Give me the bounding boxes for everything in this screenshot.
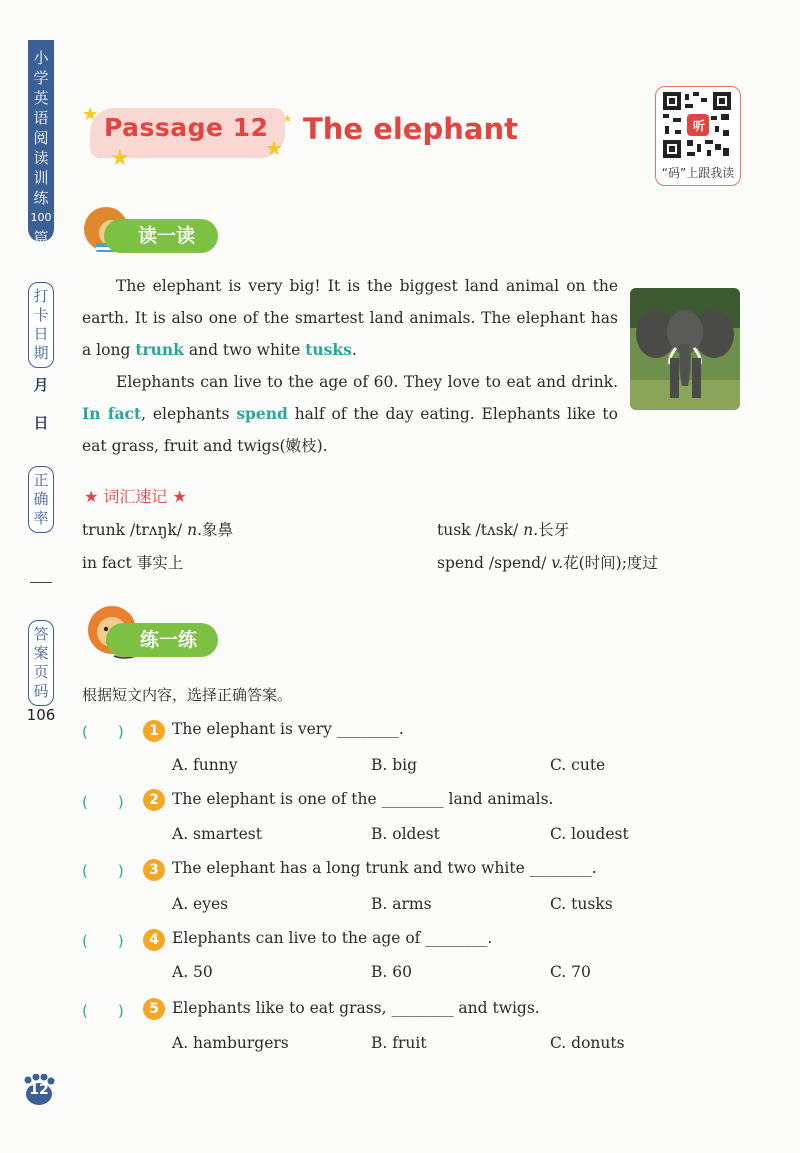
vocab-item: tusk /tʌsk/ n.长牙 <box>437 521 570 539</box>
option-c[interactable]: C. cute <box>550 756 606 774</box>
question-text: The elephant is very ________. <box>172 720 404 738</box>
passage-title: The elephant <box>303 112 518 146</box>
option-a[interactable]: A. funny <box>172 756 238 774</box>
star-icon: ★ <box>265 136 283 160</box>
question-text: The elephant is one of the ________ land animals. <box>172 790 554 808</box>
star-icon: ★ <box>110 146 130 171</box>
keyword-spend: spend <box>236 404 288 423</box>
section-read-header: 读一读 <box>104 219 218 253</box>
vocab-item: spend /spend/ v.花(时间);度过 <box>437 554 658 572</box>
question-text: The elephant has a long trunk and two white ________. <box>172 859 597 877</box>
checkin-date-label: 打 卡 日 期 <box>28 282 54 368</box>
accuracy-blank <box>30 582 52 583</box>
section-practice-header: 练一练 <box>106 623 218 657</box>
vocab-title: ★ 词汇速记 ★ <box>84 487 187 506</box>
option-c[interactable]: C. tusks <box>550 895 613 913</box>
keyword-trunk: trunk <box>135 340 184 359</box>
question-text: Elephants can live to the age of ________. <box>172 929 493 947</box>
answer-page-number: 106 <box>26 706 56 724</box>
passage-number: Passage 12 <box>104 113 269 142</box>
star-icon: ★ <box>82 104 99 125</box>
option-a[interactable]: A. hamburgers <box>172 1034 289 1052</box>
option-b[interactable]: B. arms <box>371 895 432 913</box>
star-icon: ★ <box>283 114 292 125</box>
answer-blank[interactable]: ( ) <box>82 793 124 811</box>
question-number-badge: 1 <box>143 720 165 742</box>
answer-blank[interactable]: ( ) <box>82 1002 124 1020</box>
answer-page-label: 答 案 页 码 <box>28 620 54 706</box>
answer-blank[interactable]: ( ) <box>82 862 124 880</box>
listen-label: 听 <box>692 119 705 133</box>
option-c[interactable]: C. loudest <box>550 825 629 843</box>
keyword-in-fact: In fact <box>82 404 142 423</box>
keyword-tusks: tusks <box>305 340 352 359</box>
elephant-photo <box>630 288 740 410</box>
option-a[interactable]: A. smartest <box>172 825 262 843</box>
day-label: 日 <box>33 414 49 432</box>
option-b[interactable]: B. oldest <box>371 825 440 843</box>
question-number-badge: 4 <box>143 929 165 951</box>
question-text: Elephants like to eat grass, ________ and twigs. <box>172 999 540 1017</box>
vocab-item: trunk /trʌŋk/ n.象鼻 <box>82 521 234 539</box>
option-a[interactable]: A. 50 <box>172 963 213 981</box>
option-b[interactable]: B. big <box>371 756 418 774</box>
passage-text: The elephant is very big! It is the biggest land animal on the earth. It is also one of the smartest land animals. The elephant has a long trunk and two white tusks. Elephants can live to the age of 60. They love to eat and drink. In fact, elephants spend half of the day eating. Elephants like to eat grass, fruit and twigs(嫩枝). <box>82 277 618 455</box>
qr-caption: “码”上跟我读 <box>661 166 735 180</box>
option-b[interactable]: B. 60 <box>371 963 412 981</box>
accuracy-label: 正 确 率 <box>28 466 54 533</box>
option-c[interactable]: C. 70 <box>550 963 591 981</box>
book-title-tab: 小 学 英 语 阅 读 训 练 100 篇 <box>28 40 54 242</box>
vocab-item: in fact 事实上 <box>82 554 184 572</box>
option-a[interactable]: A. eyes <box>172 895 229 913</box>
option-c[interactable]: C. donuts <box>550 1034 625 1052</box>
month-label: 月 <box>33 376 49 394</box>
page-number: 12 <box>29 1082 49 1098</box>
exercise-instruction: 根据短文内容，选择正确答案。 <box>82 686 293 704</box>
question-number-badge: 2 <box>143 789 165 811</box>
option-b[interactable]: B. fruit <box>371 1034 427 1052</box>
question-number-badge: 3 <box>143 859 165 881</box>
answer-blank[interactable]: ( ) <box>82 723 124 741</box>
question-number-badge: 5 <box>143 998 165 1020</box>
answer-blank[interactable]: ( ) <box>82 932 124 950</box>
